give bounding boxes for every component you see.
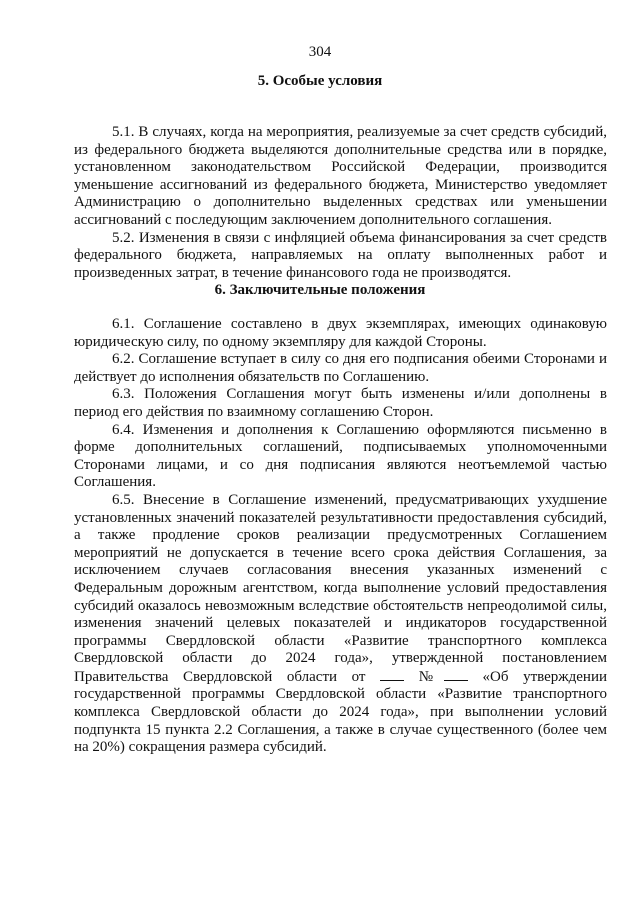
paragraph-6-3: 6.3. Положения Соглашения могут быть изменены и/или дополнены в период его действия по взаимному соглашению Сторон. <box>74 386 607 420</box>
section-5-body <box>74 124 607 282</box>
paragraph-5-2: 5.2. Изменения в связи с инфляцией объема финансирования за счет средств федерального бюджета, направляемых на оплату выполненных работ и произведенных затрат, в течение финансового года не производятся. <box>74 229 607 281</box>
section-5-title: 5. Особые условия <box>257 73 383 89</box>
paragraph-6-1: 6.1. Соглашение составлено в двух экземплярах, имеющих одинаковую юридическую силу, по одному экземпляру для каждой Стороны. <box>74 316 607 350</box>
number-blank <box>444 668 468 681</box>
paragraph-6-2: 6.2. Соглашение вступает в силу со дня его подписания обеими Сторонами и действует до исполнения обязательств по Соглашению. <box>74 351 607 385</box>
section-6-body <box>74 316 607 757</box>
paragraph-6-5-part2: «Об утверждении государственной программы Свердловской области «Развитие транспортного комплекса Свердловской области до 2024 года», при выполнении условий подпункта 15 пункта 2.2 Соглашения, а также в случае существенного (более чем на 20%) сокращения размера субсидий. <box>74 668 608 756</box>
section-6-title: 6. Заключительные положения <box>214 282 426 298</box>
date-blank <box>380 668 404 681</box>
paragraph-6-5 <box>74 492 607 757</box>
paragraph-6-4: 6.4. Изменения и дополнения к Соглашению оформляются письменно в форме дополнительных соглашений, подписываемых уполномоченными Сторонами лицами, и со дня подписания являются неотъемлемой частью Соглашения. <box>74 421 607 491</box>
number-sign: № <box>418 668 444 685</box>
paragraph-6-5-part1: 6.5. Внесение в Соглашение изменений, предусматривающих ухудшение установленных значений показателей результативности предоставления субсидий, а также продление сроков реализации предусмотренных Соглашением мероприятий не допускается в течение всего срока действия Соглашения, за исключением случаев согласования внесения указанных изменений с Федеральным дорожным агентством, когда выполнение условий предоставления субсидий оказалось невозможным вследствие обстоятельств непреодолимой силы, изменения значений целевых показателей и индикаторов государственной программы Свердловской области «Развитие транспортного комплекса Свердловской области до 2024 года», утвержденной постановлением Правительства Свердловской области от <box>74 491 607 685</box>
paragraph-5-1: 5.1. В случаях, когда на мероприятия, реализуемые за счет средств субсидий, из федерального бюджета выделяются дополнительные средства или в порядке, установленном законодательством Российской Федерации, производится уменьшение ассигнований из федерального бюджета, Министерство уведомляет Администрацию о дополнительно выделенных средствах или уменьшении ассигнований с последующим заключением дополнительного соглашения. <box>74 124 607 228</box>
page-number: 304 <box>308 44 332 60</box>
